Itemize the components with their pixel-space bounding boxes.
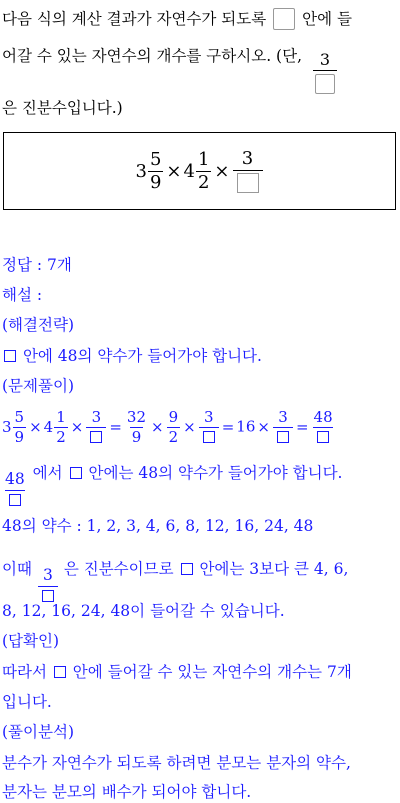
- problem-text-1: 다음 식의 계산 결과가 자연수가 되도록: [2, 10, 267, 28]
- check-b: 안에 들어갈 수 있는 자연수의 개수는 7개: [72, 663, 352, 681]
- calc-f4-num: 48: [313, 408, 333, 426]
- calc-f2-den: 2: [168, 428, 179, 446]
- blank-box-icon: [9, 494, 21, 506]
- mixed-number-b: [183, 148, 213, 193]
- problem-line-2: [2, 46, 338, 94]
- blank-box-icon: [203, 431, 215, 443]
- problem-text-1-tail: 안에 들: [302, 10, 352, 28]
- whole-a: 3: [135, 160, 147, 182]
- blank-box-icon: [70, 467, 82, 479]
- times-sign: ×: [214, 160, 230, 182]
- blank-box-icon: [315, 74, 335, 94]
- then-line-2: 8, 12, 16, 24, 48이 들어갈 수 있습니다.: [2, 602, 285, 620]
- fraction-c: [233, 147, 263, 193]
- line-48-num: 48: [5, 470, 25, 488]
- solution-title: (문제풀이): [2, 377, 74, 395]
- calc-f1-num: 32: [126, 408, 147, 426]
- then-frac-num: 3: [42, 566, 53, 584]
- times-sign: ×: [29, 417, 42, 436]
- blank-box-icon: [90, 431, 102, 443]
- problem-text-3: 은 진분수입니다.): [2, 99, 123, 117]
- problem-text-2: 어갈 수 있는 자연수의 개수를 구하시오. (단,: [2, 47, 303, 65]
- explanation-label: 해설 :: [2, 286, 43, 304]
- times-sign: ×: [151, 417, 164, 436]
- den-a: 9: [149, 171, 162, 193]
- calc-sixteen: 16: [236, 417, 256, 436]
- calc-num-c: 3: [91, 408, 102, 426]
- calc-f2-num: 9: [168, 408, 179, 426]
- line-48-text: 에서: [32, 464, 63, 482]
- then-line: [2, 562, 348, 604]
- blank-box-icon: [42, 590, 54, 602]
- times-sign: ×: [183, 417, 196, 436]
- blank-box-icon: [237, 173, 259, 193]
- then-c: 안에는 3보다 큰 4, 6,: [199, 560, 349, 578]
- strategy-title: (해결전략): [2, 316, 74, 334]
- then-b: 은 진분수이므로: [63, 560, 174, 578]
- equals-sign: =: [109, 417, 122, 436]
- mixed-number-a: [135, 148, 165, 193]
- check-line: [2, 662, 352, 682]
- num-c: 3: [241, 147, 254, 169]
- calc-whole-a: 3: [2, 418, 12, 436]
- answer-label: 정답 : 7개: [2, 256, 72, 274]
- condition-fraction-numerator: 3: [319, 50, 331, 69]
- check-a: 따라서: [2, 663, 47, 681]
- blank-box-icon: [54, 666, 66, 678]
- calc-num-a: 5: [14, 408, 25, 426]
- calc-den-b: 2: [56, 428, 66, 446]
- calc-whole-b: 4: [43, 418, 54, 436]
- num-a: 5: [149, 148, 162, 170]
- divisors-line: 48의 약수 : 1, 2, 3, 4, 6, 8, 12, 16, 24, 48: [2, 517, 314, 535]
- expression-box: [3, 132, 396, 210]
- calc-num-b: 1: [56, 408, 66, 426]
- num-b: 1: [197, 148, 210, 170]
- times-sign: ×: [257, 417, 270, 436]
- times-sign: ×: [70, 417, 84, 436]
- calc-den-a: 9: [14, 428, 25, 446]
- strategy-line: [2, 346, 262, 366]
- whole-b: 4: [183, 160, 195, 182]
- analysis-line-2: 분자는 분모의 배수가 되어야 합니다.: [2, 783, 252, 801]
- problem-line-1: [2, 8, 352, 30]
- analysis-line-1: 분수가 자연수가 되도록 하려면 분모는 분자의 약수,: [2, 754, 351, 772]
- equals-sign: =: [221, 417, 235, 436]
- calc-line: [2, 410, 336, 445]
- check-title: (답확인): [2, 632, 60, 650]
- blank-box-icon: [277, 431, 289, 443]
- condition-fraction: [313, 52, 337, 94]
- problem-line-3: [2, 98, 123, 118]
- check-line-2: 입니다.: [2, 693, 52, 711]
- blank-box-icon: [4, 350, 16, 362]
- calc-f3b-num: 3: [278, 408, 288, 426]
- then-a: 이때: [2, 560, 32, 578]
- line-48-text2: 안에는 48의 약수가 들어가야 합니다.: [88, 464, 343, 482]
- equals-sign: =: [295, 417, 309, 436]
- blank-box-icon: [273, 8, 295, 30]
- line-48: [2, 466, 342, 508]
- calc-f1-den: 9: [131, 428, 142, 446]
- strategy-text: 안에 48의 약수가 들어가야 합니다.: [22, 347, 262, 365]
- blank-box-icon: [181, 563, 193, 575]
- calc-f3-num: 3: [203, 408, 214, 426]
- den-b: 2: [197, 171, 210, 193]
- times-sign: ×: [166, 160, 182, 182]
- analysis-title: (풀이분석): [2, 723, 74, 741]
- blank-box-icon: [317, 431, 329, 443]
